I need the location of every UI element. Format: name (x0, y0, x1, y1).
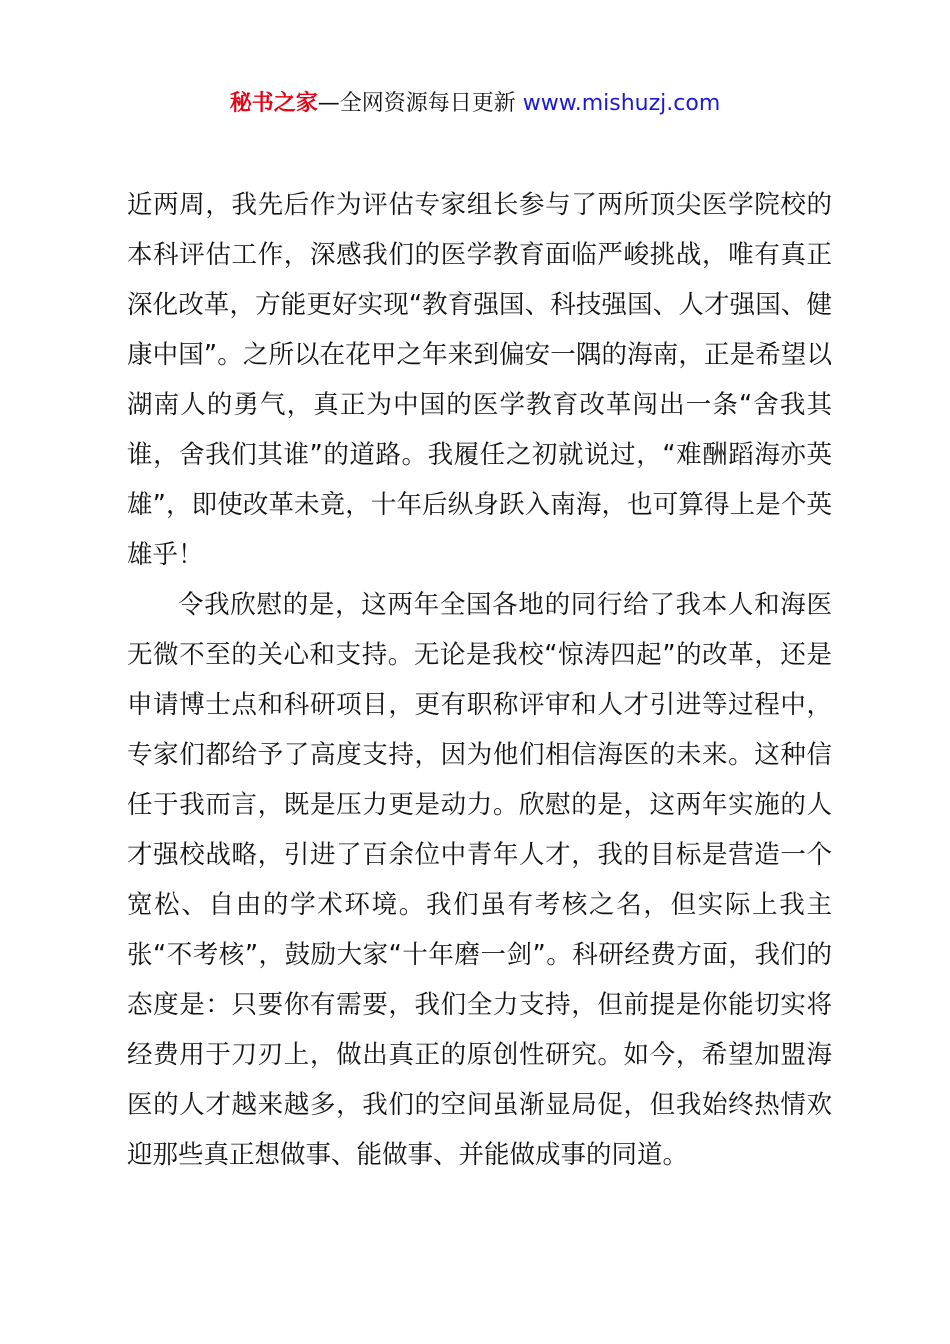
paragraph-2: 令我欣慰的是，这两年全国各地的同行给了我本人和海医无微不至的关心和支持。无论是我校“惊涛四起”的改革，还是申请博士点和科研项目，更有职称评审和人才引进等过程中，专家们都给予了高度支持，因为他们相信海医的未来。这种信任于我而言，既是压力更是动力。欣慰的是，这两年实施的人才强校战略，引进了百余位中青年人才，我的目标是营造一个宽松、自由的学术环境。我们虽有考核之名，但实际上我主张“不考核”，鼓励大家“十年磨一剑”。科研经费方面，我们的态度是：只要你有需要，我们全力支持，但前提是你能切实将经费用于刀刃上，做出真正的原创性研究。如今，希望加盟海医的人才越来越多，我们的空间虽渐显局促，但我始终热情欢迎那些真正想做事、能做事、并能做成事的同道。 (127, 590, 832, 1170)
paragraph-1: 近两周，我先后作为评估专家组长参与了两所顶尖医学院校的本科评估工作，深感我们的医学教育面临严峻挑战，唯有真正深化改革，方能更好实现“教育强国、科技强国、人才强国、健康中国”。之所以在花甲之年来到偏安一隅的海南，正是希望以湖南人的勇气，真正为中国的医学教育改革闯出一条“舍我其谁，舍我们其谁”的道路。我履任之初就说过，“难酬蹈海亦英雄”，即使改革未竟，十年后纵身跃入南海，也可算得上是个英雄乎！ (127, 190, 832, 570)
website-link[interactable]: www.mishuzj.com (522, 91, 721, 116)
brand-name: 秘书之家 (229, 91, 318, 116)
header-tagline: —全网资源每日更新 (317, 91, 523, 116)
page-header (0, 88, 950, 120)
document-body (127, 180, 832, 1180)
